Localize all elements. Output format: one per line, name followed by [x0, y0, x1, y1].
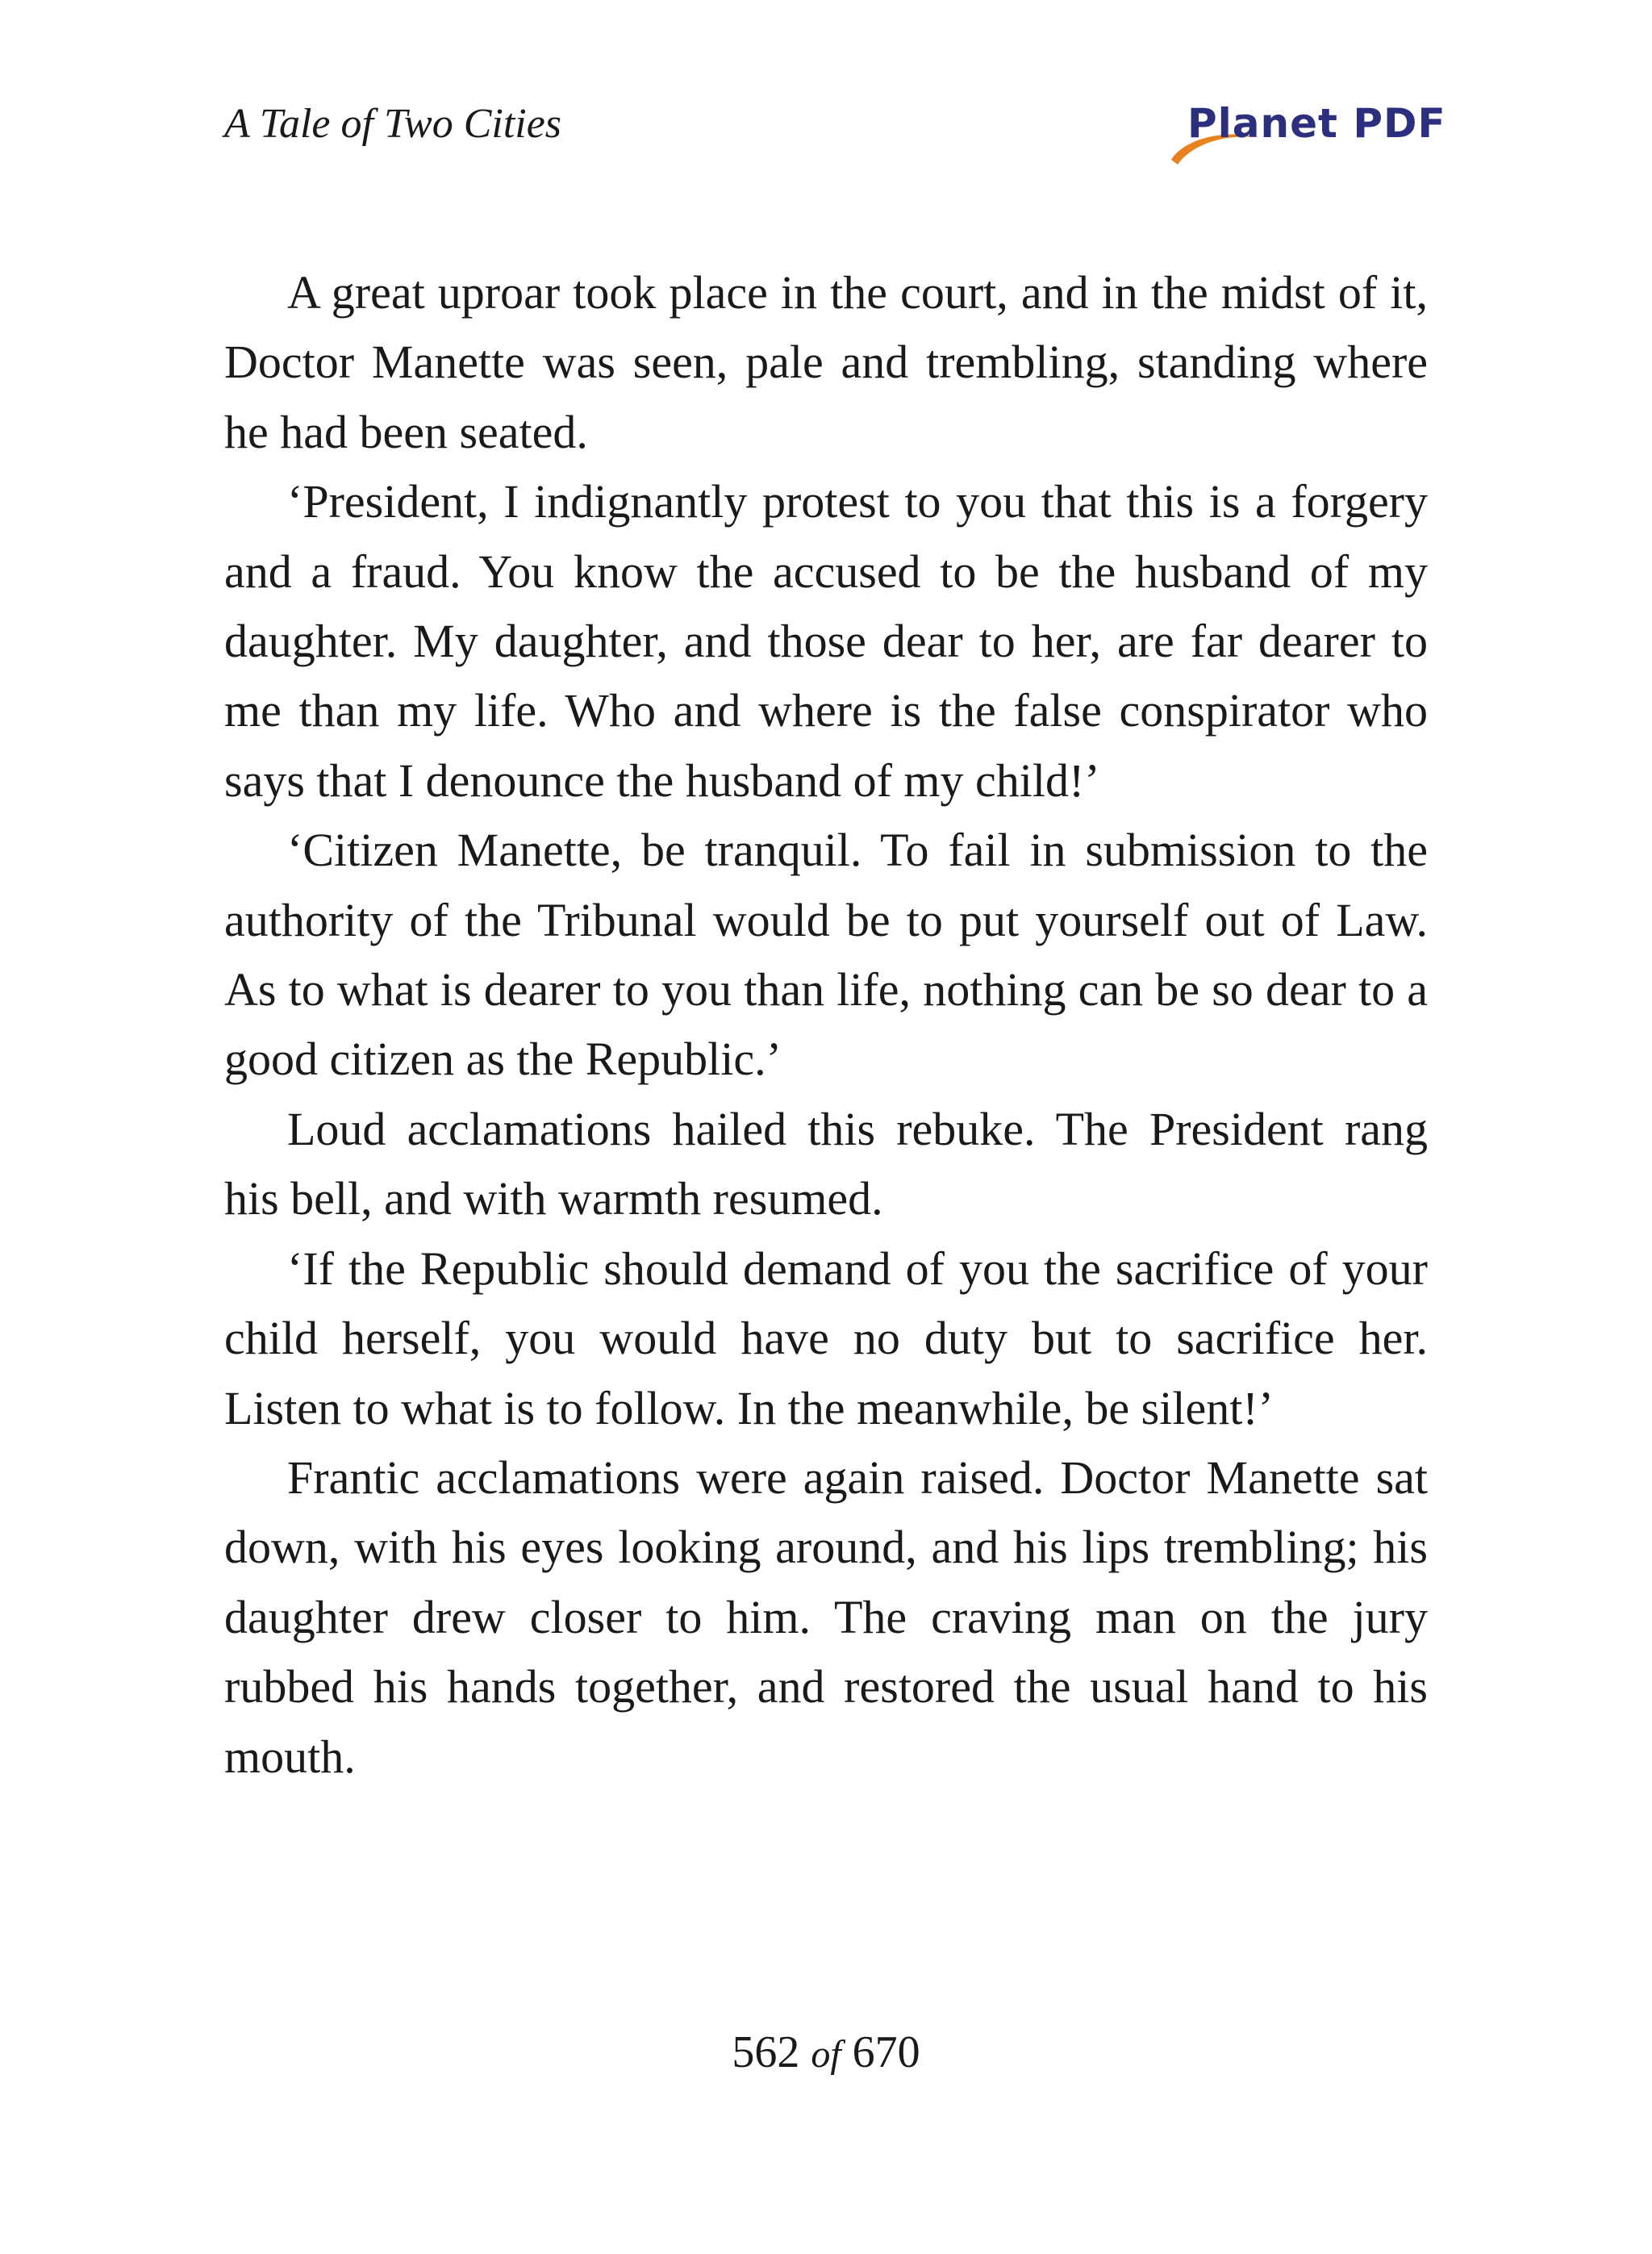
- logo-text: Planet PDF: [1187, 100, 1446, 147]
- page-body: [224, 258, 1428, 1792]
- paragraph: Frantic acclamations were again raised. Doctor Manette sat down, with his eyes looking around, and his lips trembling; his daughter drew closer to him. The craving man on the jury rubbed his hands together, and restored the usual hand to his mouth.: [224, 1450, 1428, 1783]
- paragraph: ‘President, I indignantly protest to you that this is a forgery and a fraud. You know the accused to be the husband of my daughter. My daughter, and those dear to her, are far dearer to me than my life. Who and where is the false conspirator who says that I denounce the husband of my child!’: [224, 475, 1428, 807]
- paragraph: ‘Citizen Manette, be tranquil. To fail in submission to the authority of the Tribunal would be to put yourself out of Law. As to what is dearer to you than life, nothing can be so dear to a good citizen as the Republic.’: [224, 824, 1428, 1086]
- planet-pdf-logo[interactable]: [1168, 100, 1446, 168]
- paragraph: ‘If the Republic should demand of you the sacrifice of your child herself, you would have no duty but to sacrifice her. Listen to what is to follow. In the meanwhile, be silent!’: [224, 1242, 1428, 1434]
- paragraph: A great uproar took place in the court, and in the midst of it, Doctor Manette was seen, pale and trembling, standing where he had been seated.: [224, 266, 1428, 458]
- current-page: 562: [732, 2027, 800, 2077]
- book-title: A Tale of Two Cities: [224, 101, 562, 147]
- page-number: [0, 2027, 1652, 2077]
- total-pages: 670: [852, 2027, 920, 2077]
- page-of-label: of: [811, 2033, 841, 2076]
- paragraph: Loud acclamations hailed this rebuke. The President rang his bell, and with warmth resumed.: [224, 1102, 1428, 1225]
